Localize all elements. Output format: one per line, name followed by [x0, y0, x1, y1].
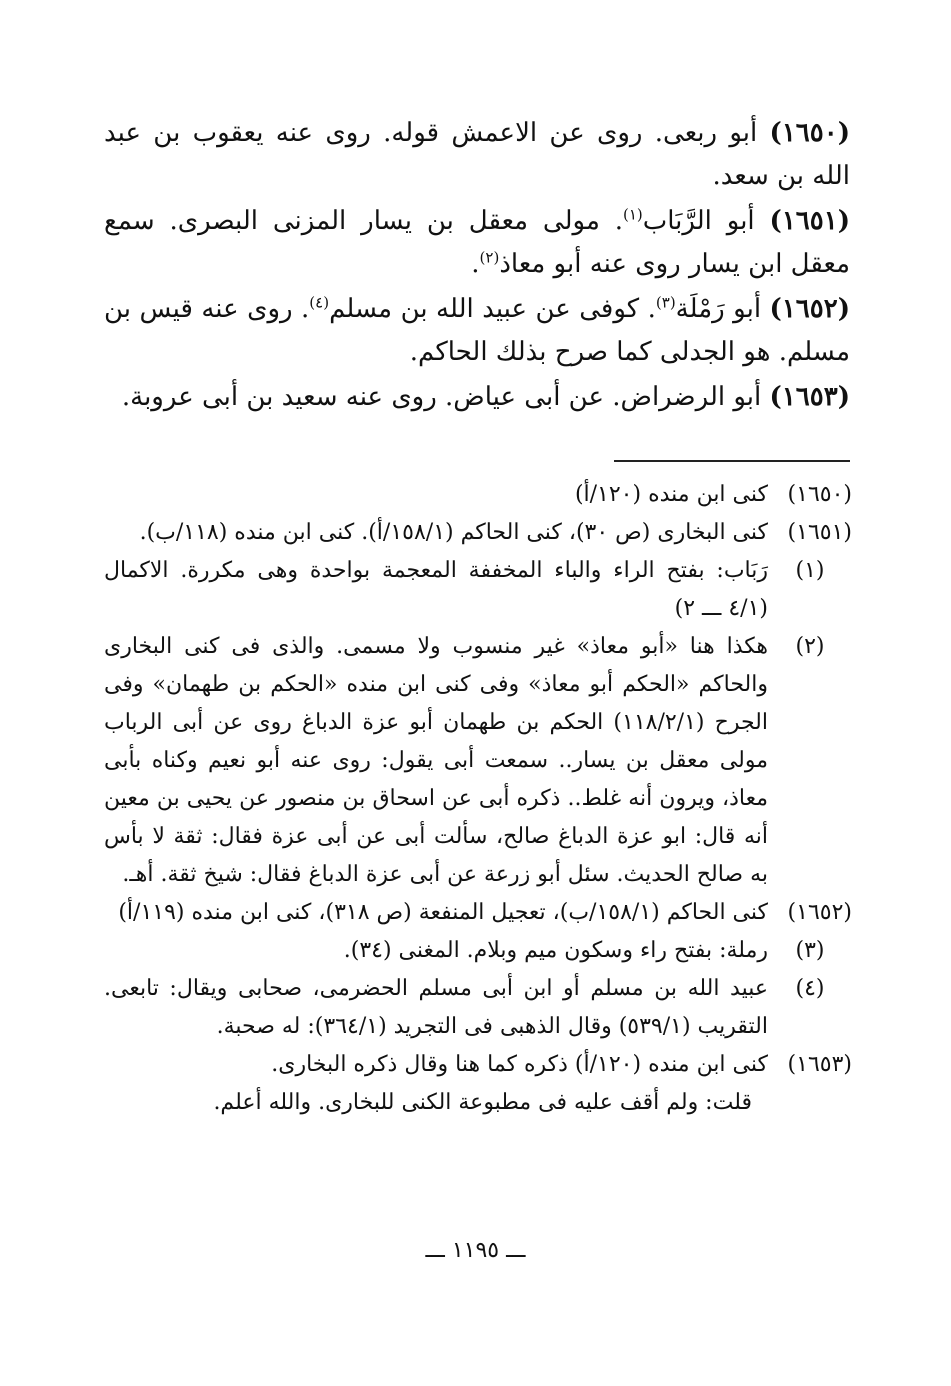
entry-number: (١٦٥٣): [769, 382, 850, 412]
entry-text: . مولى معقل بن يسار المزنى البصرى. سمع معقل ابن يسار روى عنه أبو معاذ: [104, 206, 850, 279]
footnote: [104, 970, 852, 1046]
footnote-marker: (٢): [479, 248, 500, 267]
footnote: [104, 894, 852, 932]
entry-1651: [104, 200, 850, 286]
footnote-text: رَبَاب: بفتح الراء والباء المخففة المعجمة بواحدة وهى مكررة. الاكمال (٤/١ ـــ ٢): [104, 558, 768, 621]
footnote-label: (١): [795, 558, 825, 583]
footnote-label: (٣): [795, 938, 825, 963]
footnote-marker: (١): [623, 205, 643, 224]
footnote-text: عبيد الله بن مسلم أو ابن أبى مسلم الحضرمى، صحابى ويقال: تابعى. التقريب (٥٣٩/١) وقال الذهبى فى التجريد (٣٦٤/١): له صحبة.: [104, 976, 768, 1039]
footnote-marker: (٤): [309, 293, 330, 312]
footnote-text: كنى ابن منده (١٢٠/أ) ذكره كما هنا وقال ذكره البخارى.: [271, 1052, 768, 1077]
footnote-marker: (٣): [655, 293, 676, 312]
entry-text: أبو ربعى. روى عن الاعمش قوله. روى عنه يعقوب بن عبد الله بن سعد.: [104, 118, 850, 191]
footnote-label: (١٦٥١): [787, 520, 852, 545]
entry-name: أبو رَمْلَة: [675, 294, 762, 324]
entry-1653: [104, 376, 850, 419]
entry-end: .: [471, 249, 480, 279]
page-number: ـــ ١١٩٥ ـــ: [425, 1238, 526, 1263]
entry-number: (١٦٥٢): [769, 294, 850, 324]
main-text: [104, 112, 850, 419]
entry-1652: [104, 288, 850, 374]
footnote: [104, 1046, 852, 1084]
continuation-text: قلت: ولم أقف عليه فى مطبوعة الكنى للبخارى. والله أعلم.: [213, 1090, 752, 1115]
footnote-label: (٤): [795, 976, 825, 1001]
entry-name: أبو الرَّبَاب: [642, 206, 755, 236]
footnote-separator: [614, 460, 850, 462]
footnote: [104, 932, 852, 970]
footnote-text: هكذا هنا «أبو معاذ» غير منسوب ولا مسمى. والذى فى كنى البخارى والحاكم «الحكم أبو معاذ» وفى كنى ابن منده «الحكم بن طهمان» وفى الجرح (١١٨/٢/١) الحكم بن طهمان أبو عزة الدباغ روى عن أبى الرباب مولى معقل بن يسار.. سمعت أبى يقول: روى عنه أبو نعيم وكناه بأبى معاذ، ويرون أنه غلط.. ذكره أبى عن اسحاق بن منصور عن يحيى بن معين أنه قال: ابو عزة الدباغ صالح، سألت أبى عن أبى عزة فقال: ثقة لا بأس به صالح الحديث. سئل أبو زرعة عن أبى عزة الدباغ فقال: شيخ ثقة. أهـ.: [104, 634, 768, 887]
footnote-label: (١٦٥٠): [787, 482, 852, 507]
entry-1650: [104, 112, 850, 198]
footnote-text: رملة: بفتح راء وسكون ميم وبلام. المغنى (٣٤).: [343, 938, 768, 963]
footnote: [104, 476, 852, 514]
footnote-text: كنى البخارى (ص ٣٠)، كنى الحاكم (١٥٨/١/أ). كنى ابن منده (١١٨/ب).: [139, 520, 768, 545]
footnote-text: كنى ابن منده (١٢٠/أ): [574, 482, 768, 507]
entry-number: (١٦٥٠): [769, 118, 850, 148]
footnote: [104, 552, 852, 628]
footnote-label: (١٦٥٢): [787, 900, 852, 925]
footnote-label: (٢): [795, 634, 825, 659]
footnote-text: كنى الحاكم (١٥٨/١/ب)، تعجيل المنفعة (ص ٣١٨)، كنى ابن منده (١١٩/أ): [118, 900, 768, 925]
footnote-continuation: [104, 1084, 852, 1122]
entry-text: أبو الرضراض. عن أبى عياض. روى عنه سعيد بن أبى عروبة.: [121, 382, 762, 412]
entry-number: (١٦٥١): [769, 206, 850, 236]
entry-text: . كوفى عن عبيد الله بن مسلم: [329, 294, 656, 324]
footnote-label: (١٦٥٣): [787, 1052, 852, 1077]
footnotes: [104, 476, 852, 1122]
entry-end: . روى عنه قيس بن مسلم. هو الجدلى كما صرح بذلك الحاكم.: [104, 294, 850, 367]
footnote: [104, 514, 852, 552]
footnote: [104, 628, 852, 894]
